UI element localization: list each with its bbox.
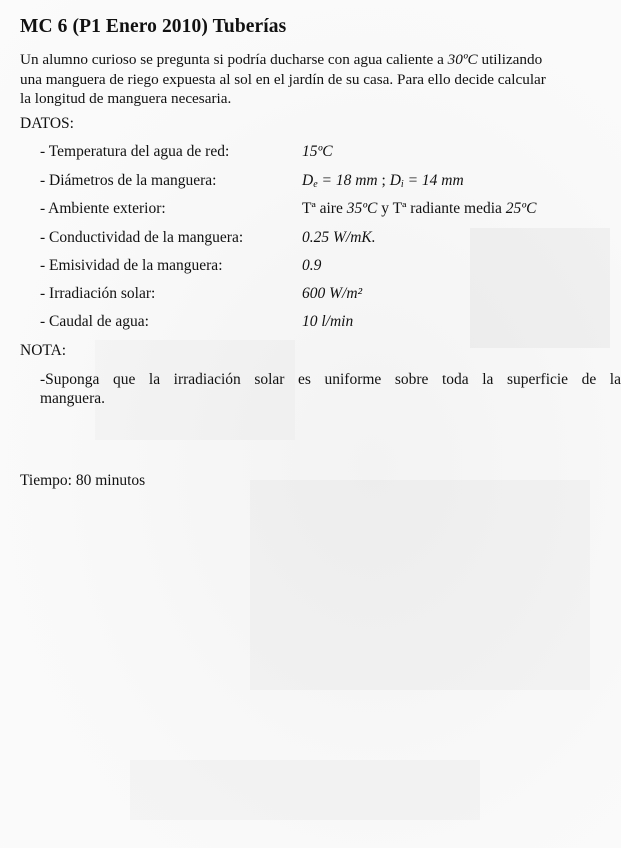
intro-text-run: utilizando	[477, 51, 543, 68]
datos-heading: DATOS:	[20, 115, 74, 132]
datos-value	[302, 257, 321, 275]
datos-value	[302, 172, 464, 190]
intro-line	[20, 50, 620, 70]
datos-value-run: 10 l/min	[302, 313, 354, 330]
datos-label: - Temperatura del agua de red:	[40, 143, 230, 160]
datos-value-run: = 14 mm	[403, 172, 464, 189]
datos-value-run: Tª aire	[302, 200, 347, 217]
bleed-through-block	[470, 228, 610, 348]
intro-text-run: la longitud de manguera necesaria.	[20, 90, 232, 107]
datos-value-run: e	[313, 179, 318, 190]
datos-value-run: = 18 mm	[317, 172, 378, 189]
bleed-through-block	[130, 760, 480, 820]
datos-value-run: 15ºC	[302, 143, 333, 160]
datos-value-run: 0.25 W/mK.	[302, 229, 376, 246]
datos-value	[302, 313, 353, 331]
datos-value	[302, 200, 536, 218]
datos-label: - Diámetros de la manguera:	[40, 172, 217, 189]
datos-value	[302, 285, 362, 303]
bleed-through-block	[250, 480, 590, 690]
intro-line	[20, 89, 620, 109]
intro-text-run: una manguera de riego expuesta al sol en el jardín de su casa. Para ello decide calcular	[20, 70, 546, 88]
datos-value-run: y Tª radiante media	[377, 200, 506, 217]
datos-value-run: i	[400, 179, 404, 190]
nota-line: -Suponga que la irradiación solar es uniforme sobre toda la superficie de la	[40, 371, 621, 388]
intro-text-run: Un alumno curioso se pregunta si podría ducharse con agua caliente a	[20, 51, 448, 68]
datos-value-run: 600 W/m²	[302, 285, 363, 302]
datos-label: - Caudal de agua:	[40, 313, 149, 330]
datos-label: - Conductividad de la manguera:	[40, 229, 244, 246]
datos-label: - Ambiente exterior:	[40, 200, 166, 217]
datos-label: - Irradiación solar:	[40, 285, 156, 302]
datos-value-run: 25ºC	[505, 200, 537, 217]
intro-line	[20, 70, 620, 90]
document-title: MC 6 (P1 Enero 2010) Tuberías	[20, 16, 287, 37]
datos-value-run: ;	[377, 172, 390, 189]
datos-value-run: 0.9	[302, 257, 322, 274]
datos-label: - Emisividad de la manguera:	[40, 257, 223, 274]
nota-line: manguera.	[40, 390, 105, 407]
datos-value	[302, 143, 333, 161]
intro-paragraph	[20, 50, 620, 109]
datos-value-run: D	[302, 172, 314, 189]
intro-text-run: 30ºC	[447, 51, 478, 68]
datos-value-run: D	[389, 172, 401, 189]
tiempo-text: Tiempo: 80 minutos	[20, 472, 146, 489]
datos-value-run: 35ºC	[346, 200, 378, 217]
nota-heading: NOTA:	[20, 342, 67, 359]
nota-paragraph	[40, 370, 621, 408]
datos-value	[302, 229, 376, 247]
